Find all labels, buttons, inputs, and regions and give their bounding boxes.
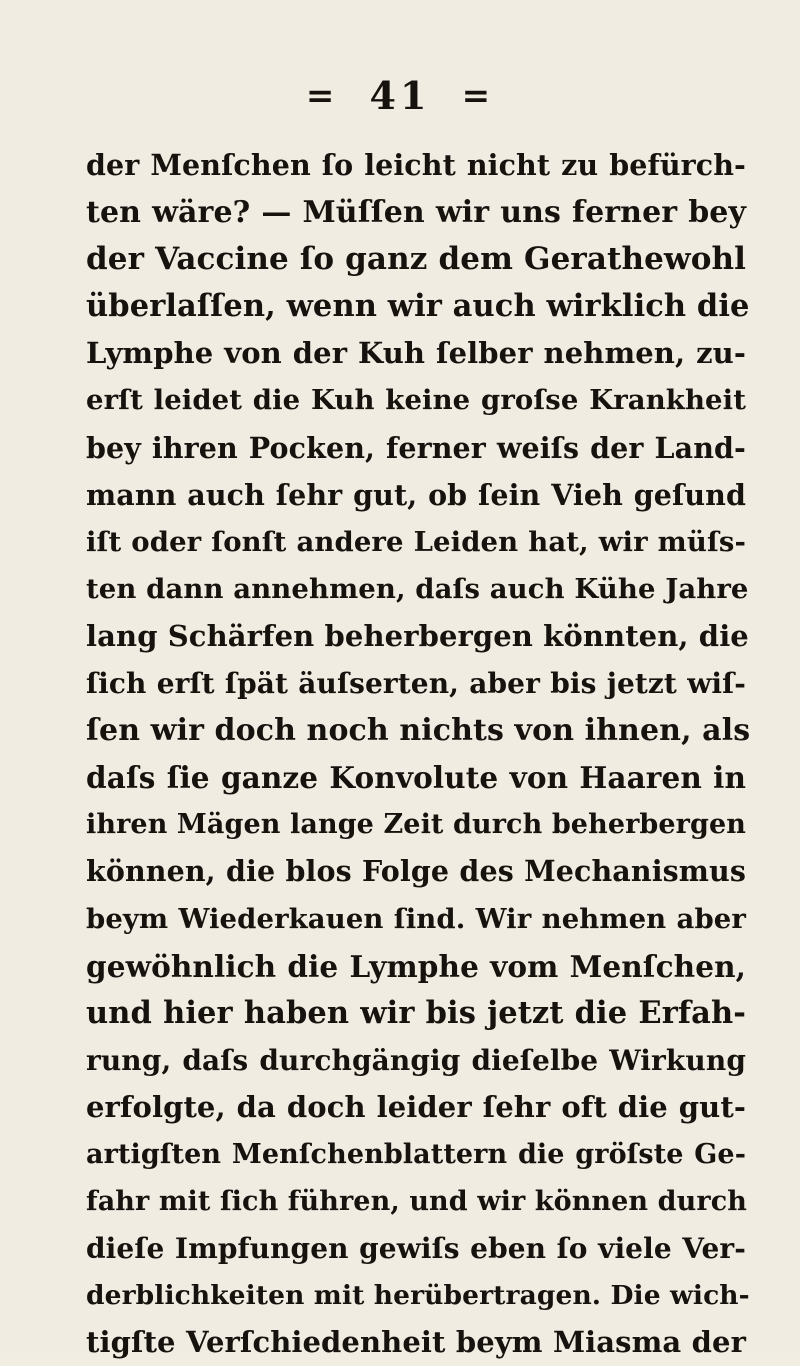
- text-line: überlaſſen, wenn wir auch wirklich die: [86, 288, 750, 325]
- text-line: iſt oder ſonſt andere Leiden hat, wir müſs-: [86, 525, 746, 558]
- text-line: ihren Mägen lange Zeit durch beherbergen: [86, 809, 746, 841]
- text-line: daſs ſie ganze Konvolute von Haaren in: [86, 760, 746, 796]
- body-text: [86, 142, 751, 1366]
- header-left-mark: =: [305, 75, 339, 116]
- text-line: dieſe Impfungen gewiſs eben ſo viele Ver-: [86, 1232, 746, 1266]
- text-line: können, die blos Folge des Mechanismus: [86, 854, 746, 889]
- text-line: lang Schärfen beherbergen könnten, die: [86, 618, 749, 653]
- text-line: ten dann annehmen, daſs auch Kühe Jahre: [86, 572, 749, 605]
- text-line: der Vaccine ſo ganz dem Gerathewohl: [86, 241, 746, 278]
- text-line: mann auch ſehr gut, ob ſein Vieh geſund: [86, 477, 746, 512]
- text-line: und hier haben wir bis jetzt die Erfah-: [86, 994, 746, 1031]
- text-line: derblichkeiten mit herübertragen. Die wich-: [86, 1280, 750, 1312]
- text-line: ſich erſt ſpät äuſserten, aber bis jetzt wiſ-: [86, 667, 746, 701]
- text-line: beym Wiederkauen ſind. Wir nehmen aber: [86, 902, 746, 935]
- text-line: ſen wir doch noch nichts von ihnen, als: [86, 713, 751, 749]
- text-line: artigſten Menſchenblattern die gröſste Ge-: [86, 1138, 746, 1170]
- page-header: [0, 72, 800, 116]
- header-right-mark: =: [461, 75, 495, 116]
- text-line: fahr mit ſich führen, und wir können durch: [86, 1186, 747, 1218]
- text-line: gewöhnlich die Lymphe vom Menſchen,: [86, 948, 746, 984]
- text-line: Lymphe von der Kuh ſelber nehmen, zu-: [86, 336, 746, 371]
- text-line: rung, daſs durchgängig dieſelbe Wirkung: [86, 1043, 746, 1077]
- text-line: tigſte Verſchiedenheit beym Miasma der: [86, 1325, 746, 1360]
- text-line: der Menſchen ſo leicht nicht zu befürch-: [86, 148, 746, 182]
- text-line: erſt leidet die Kuh keine groſse Krankheit: [86, 384, 746, 417]
- text-line: ten wäre? — Müſſen wir uns ferner bey: [86, 195, 746, 231]
- page-number: 41: [369, 72, 431, 118]
- text-line: bey ihren Pocken, ferner weiſs der Land-: [86, 430, 746, 465]
- text-line: erfolgte, da doch leider ſehr oft die gut-: [86, 1089, 746, 1124]
